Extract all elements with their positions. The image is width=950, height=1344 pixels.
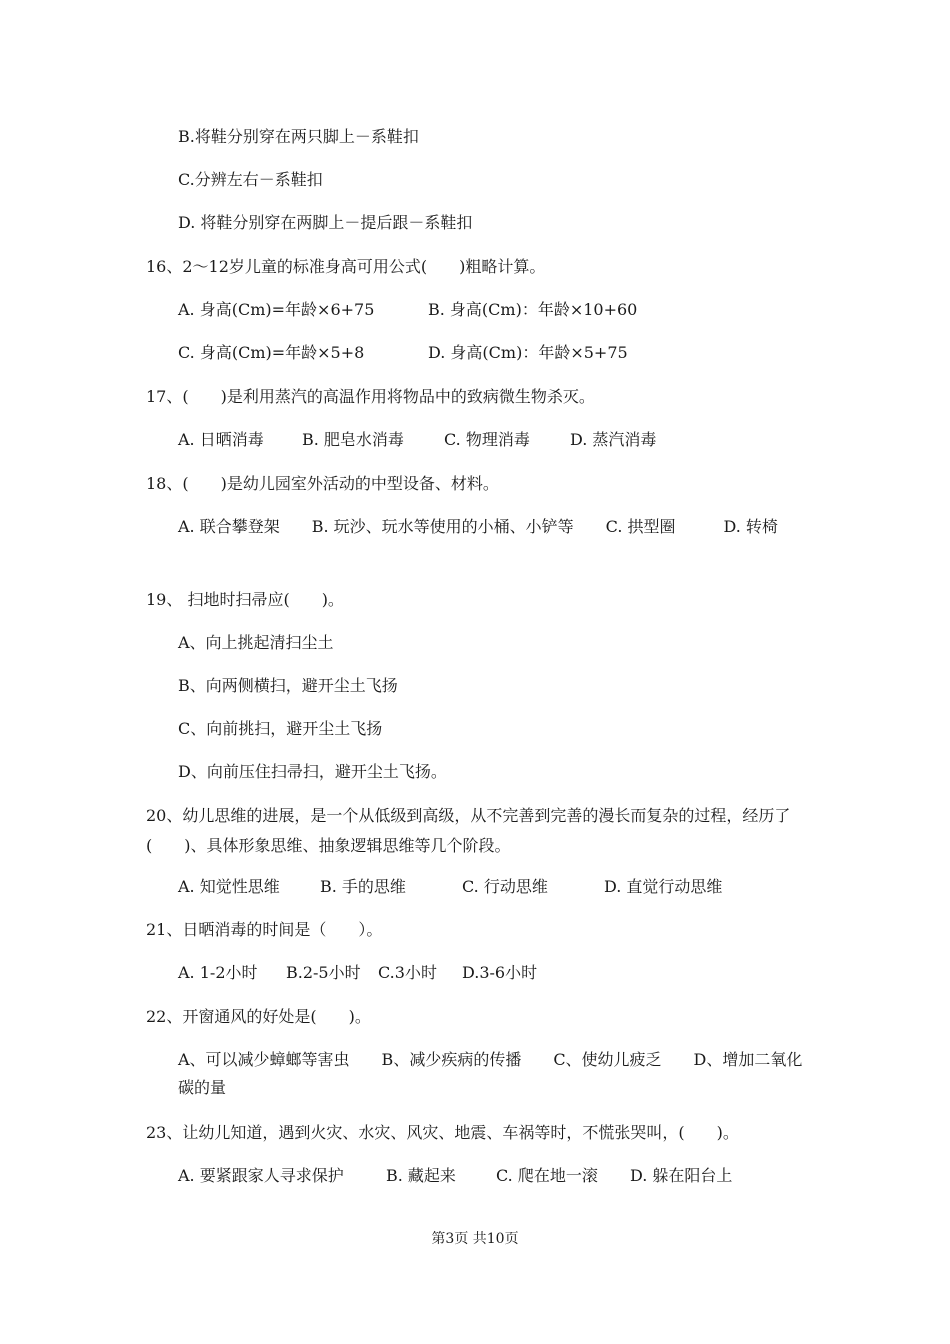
q17-option-a: A. 日晒消毒 bbox=[178, 430, 264, 449]
q16-stem: 16、2～12岁儿童的标准身高可用公式( )粗略计算。 bbox=[146, 257, 546, 276]
q16-option-c: C. 身高(Cm)=年龄×5+8 bbox=[178, 343, 365, 362]
q21-stem: 21、日晒消毒的时间是（ ）。 bbox=[146, 920, 383, 939]
q21-option-b: B.2-5小时 bbox=[286, 963, 361, 982]
q19-option-a: A、向上挑起清扫尘土 bbox=[178, 633, 334, 652]
q22-stem: 22、开窗通风的好处是( )。 bbox=[146, 1007, 371, 1026]
q23-option-c: C. 爬在地一滚 bbox=[496, 1166, 598, 1185]
q19-option-d: D、向前压住扫帚扫，避开尘土飞扬。 bbox=[178, 762, 447, 781]
page-number-footer: 第3页 共10页 bbox=[431, 1231, 519, 1247]
q19-stem: 19、 扫地时扫帚应( )。 bbox=[146, 590, 344, 609]
q20-stem: 20、幼儿思维的进展，是一个从低级到高级，从不完善到完善的漫长而复杂的过程，经历了( )、具体形象思维、抽象逻辑思维等几个阶段。 bbox=[146, 806, 791, 855]
q20-option-d: D. 直觉行动思维 bbox=[604, 877, 723, 896]
q17-option-d: D. 蒸汽消毒 bbox=[570, 430, 657, 449]
q22-options-text: A、可以减少蟑螂等害虫 B、减少疾病的传播 C、使幼儿疲乏 D、增加二氧化碳的量 bbox=[178, 1050, 803, 1097]
q15-option-c: C.分辨左右－系鞋扣 bbox=[178, 170, 323, 189]
q15-option-d: D. 将鞋分别穿在两脚上－提后跟－系鞋扣 bbox=[178, 213, 473, 232]
q22-options bbox=[146, 1046, 808, 1102]
q16-option-b: B. 身高(Cm)：年龄×10+60 bbox=[428, 300, 638, 319]
q20-option-a: A. 知觉性思维 bbox=[178, 877, 280, 896]
q23-stem: 23、让幼儿知道，遇到火灾、水灾、风灾、地震、车祸等时，不慌张哭叫，( )。 bbox=[146, 1123, 739, 1142]
q17-option-b: B. 肥皂水消毒 bbox=[302, 430, 404, 449]
q21-option-d: D.3-6小时 bbox=[462, 963, 538, 982]
q23-option-a: A. 要紧跟家人寻求保护 bbox=[178, 1166, 344, 1185]
q23-option-d: D. 躲在阳台上 bbox=[630, 1166, 733, 1185]
q17-option-c: C. 物理消毒 bbox=[444, 430, 530, 449]
q18-stem: 18、( )是幼儿园室外活动的中型设备、材料。 bbox=[146, 474, 499, 493]
q18-options bbox=[146, 513, 808, 541]
q19-option-b: B、向两侧横扫，避开尘土飞扬 bbox=[178, 676, 398, 695]
q20-option-c: C. 行动思维 bbox=[462, 877, 548, 896]
q23-option-b: B. 藏起来 bbox=[386, 1166, 456, 1185]
q16-option-a: A. 身高(Cm)=年龄×6+75 bbox=[178, 300, 375, 319]
q17-stem: 17、( )是利用蒸汽的高温作用将物品中的致病微生物杀灭。 bbox=[146, 387, 595, 406]
q21-option-c: C.3小时 bbox=[378, 963, 437, 982]
q19-option-c: C、向前挑扫，避开尘土飞扬 bbox=[178, 719, 383, 738]
q20-option-b: B. 手的思维 bbox=[320, 877, 406, 896]
q18-options-text: A. 联合攀登架 B. 玩沙、玩水等使用的小桶、小铲等 C. 拱型圈 D. 转椅 bbox=[178, 517, 778, 536]
q16-option-d: D. 身高(Cm)：年龄×5+75 bbox=[428, 343, 628, 362]
q21-option-a: A. 1-2小时 bbox=[178, 963, 258, 982]
q15-option-b: B.将鞋分别穿在两只脚上－系鞋扣 bbox=[178, 127, 419, 146]
